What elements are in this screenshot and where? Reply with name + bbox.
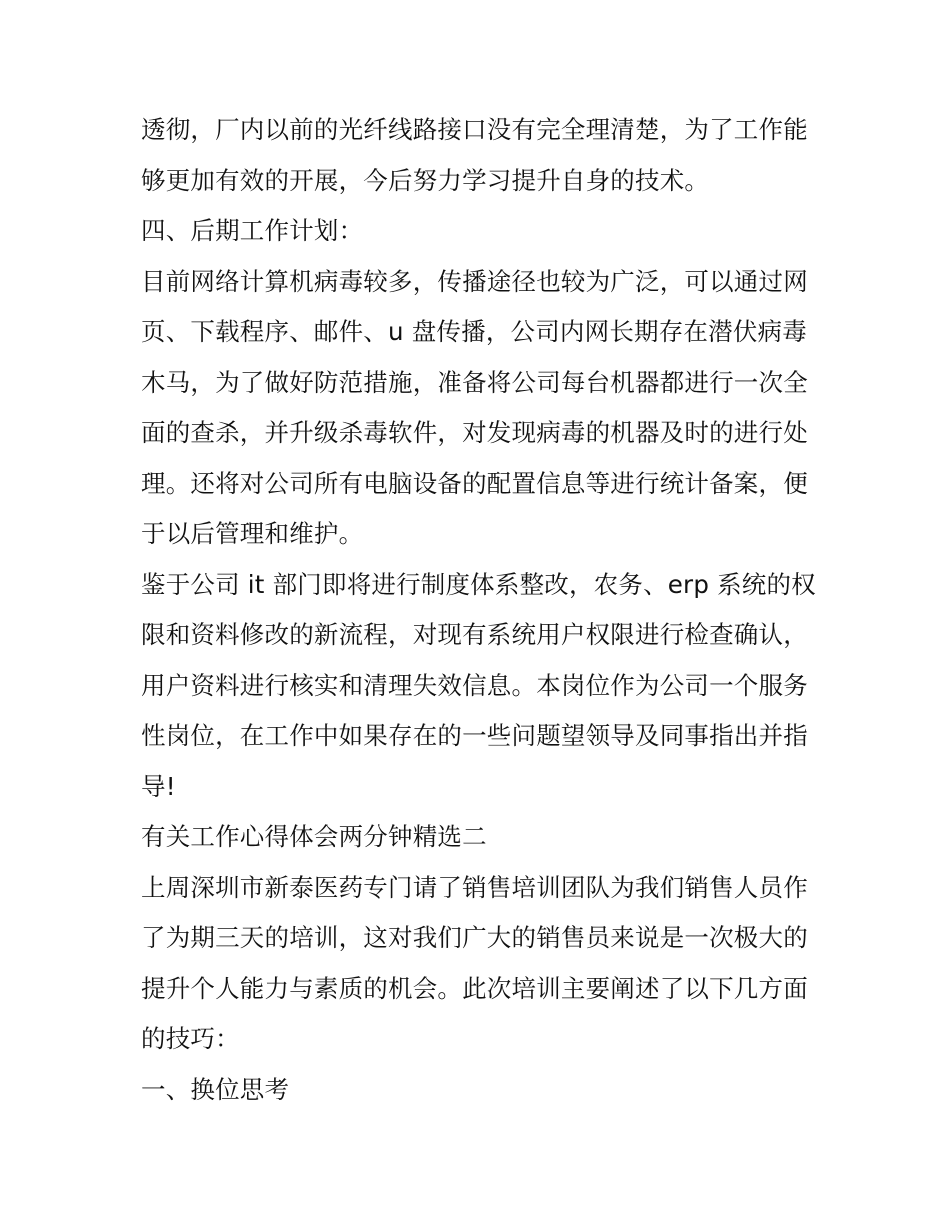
section-heading: 一、换位思考 (141, 1075, 290, 1104)
text-line: 提升个人能力与素质的机会。此次培训主要阐述了以下几方面 (141, 974, 808, 1003)
text-line: 的技巧： (141, 1024, 240, 1053)
section-heading: 四、后期工作计划： (141, 216, 364, 245)
text-line: 木马，为了做好防范措施，准备将公司每台机器都进行一次全 (141, 368, 808, 397)
text-line: 够更加有效的开展，今后努力学习提升自身的技术。 (141, 166, 710, 195)
text-line: 了为期三天的培训，这对我们广大的销售员来说是一次极大的 (141, 923, 808, 952)
text-line: 理。还将对公司所有电脑设备的配置信息等进行统计备案，便 (141, 469, 808, 498)
text-line: 性岗位，在工作中如果存在的一些问题望领导及同事指出并指 (141, 721, 808, 750)
text-line: 用户资料进行核实和清理失效信息。本岗位作为公司一个服务 (141, 671, 808, 700)
text-line: 目前网络计算机病毒较多，传播途径也较为广泛，可以通过网 (141, 267, 808, 296)
text-line: 限和资料修改的新流程，对现有系统用户权限进行检查确认， (141, 620, 808, 649)
text-line: 于以后管理和维护。 (141, 519, 364, 548)
text-line: 上周深圳市新泰医药专门请了销售培训团队为我们销售人员作 (141, 873, 808, 902)
text-line: 鉴于公司 it 部门即将进行制度体系整改，农务、erp 系统的权 (141, 570, 816, 599)
text-line: 透彻，厂内以前的光纤线路接口没有完全理清楚，为了工作能 (141, 115, 808, 144)
text-line: 面的查杀，并升级杀毒软件，对发现病毒的机器及时的进行处 (141, 418, 808, 447)
text-line: 导! (141, 772, 176, 801)
text-line: 页、下载程序、邮件、u 盘传播，公司内网长期存在潜伏病毒 (141, 317, 807, 346)
section-heading: 有关工作心得体会两分钟精选二 (141, 822, 487, 851)
